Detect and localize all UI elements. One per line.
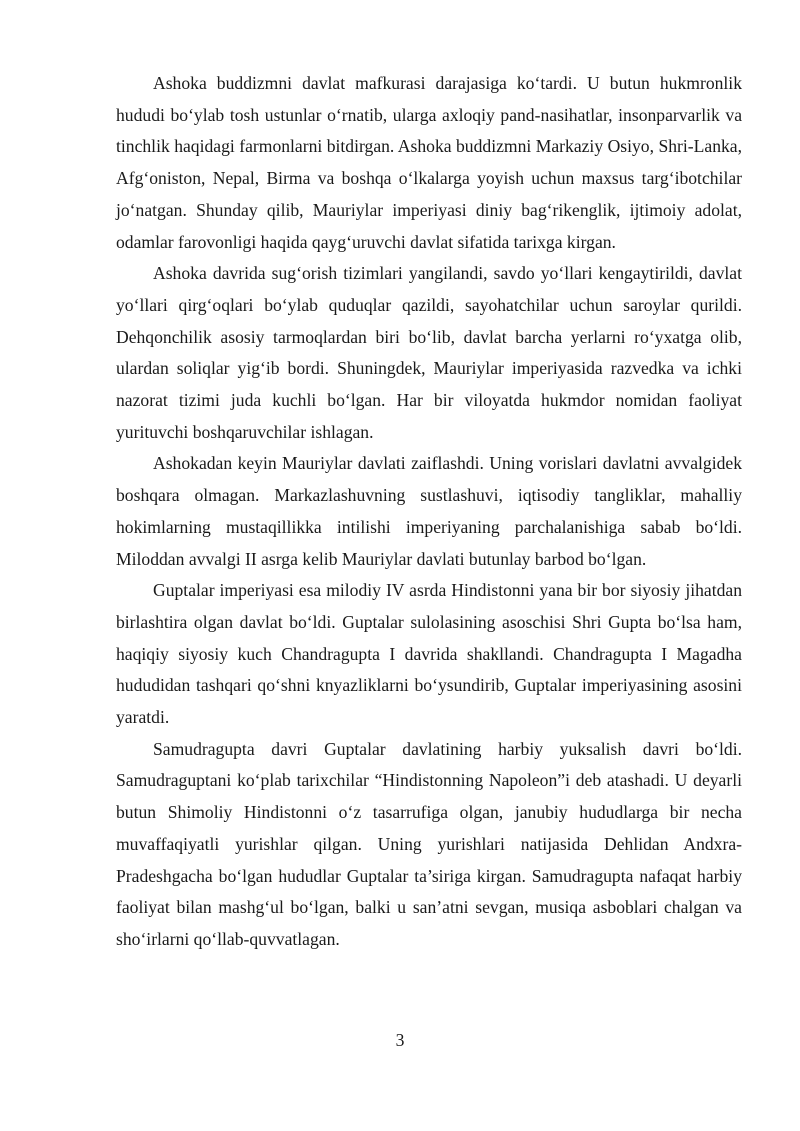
paragraph-2: Ashoka davrida sug‘orish tizimlari yangilandi, savdo yo‘llari kengaytirildi, davlat yo‘llari qirg‘oqlari bo‘ylab quduqlar qazildi, sayohatchilar uchun saroylar qurildi. Dehqonchilik asosiy tarmoqlardan biri bo‘lib, davlat barcha yerlarni ro‘yxatga olib, ulardan soliqlar yig‘ib bordi. Shuningdek, Mauriylar imperiyasida razvedka va ichki nazorat tizimi juda kuchli bo‘lgan. Har bir viloyatda hukmdor nomidan faoliyat yurituvchi boshqaruvchilar ishlagan. bbox=[116, 263, 742, 442]
body-text bbox=[116, 68, 742, 956]
paragraph-3: Ashokadan keyin Mauriylar davlati zaiflashdi. Uning vorislari davlatni avvalgidek boshqara olmagan. Markazlashuvning sustlashuvi, iqtisodiy tangliklar, mahalliy hokimlarning mustaqillikka intilishi imperiyaning parchalanishiga sabab bo‘ldi. Miloddan avvalgi II asrga kelib Mauriylar davlati butunlay barbod bo‘lgan. bbox=[116, 453, 742, 569]
paragraph-5: Samudragupta davri Guptalar davlatining harbiy yuksalish davri bo‘ldi. Samudraguptani ko‘plab tarixchilar “Hindistonning Napoleon”i deb atashadi. U deyarli butun Shimoliy Hindistonni o‘z tasarrufiga olgan, janubiy hududlarga bir necha muvaffaqiyatli yurishlar qilgan. Uning yurishlari natijasida Dehlidan Andxra-Pradeshgacha bo‘lgan hududlar Guptalar ta’siriga kirgan. Samudragupta nafaqat harbiy faoliyat bilan mashg‘ul bo‘lgan, balki u san’atni sevgan, musiqa asboblari chalgan va sho‘irlarni qo‘llab-quvvatlagan. bbox=[116, 738, 742, 949]
page-number: 3 bbox=[395, 1030, 405, 1050]
paragraph-4: Guptalar imperiyasi esa milodiy IV asrda Hindistonni yana bir bor siyosiy jihatdan birlashtira olgan davlat bo‘ldi. Guptalar sulolasining asoschisi Shri Gupta bo‘lsa ham, haqiqiy siyosiy kuch Chandragupta I davrida shakllandi. Chandragupta I Magadha hududidan tashqari qo‘shni knyazliklarni bo‘ysundirib, Guptalar imperiyasining asosini yaratdi. bbox=[116, 580, 742, 728]
paragraph-1: Ashoka buddizmni davlat mafkurasi darajasiga ko‘tardi. U butun hukmronlik hududi bo‘ylab tosh ustunlar o‘rnatib, ularga axloqiy pand-nasihatlar, insonparvarlik va tinchlik haqidagi farmonlarni bitdirgan. Ashoka buddizmni Markaziy Osiyo, Shri-Lanka, Afg‘oniston, Nepal, Birma va boshqa o‘lkalarga yoyish uchun maxsus targ‘ibotchilar jo‘natgan. Shunday qilib, Mauriylar imperiyasi diniy bag‘rikenglik, ijtimoiy adolat, odamlar farovonligi haqida qayg‘uruvchi davlat sifatida tarixga kirgan. bbox=[116, 73, 742, 252]
